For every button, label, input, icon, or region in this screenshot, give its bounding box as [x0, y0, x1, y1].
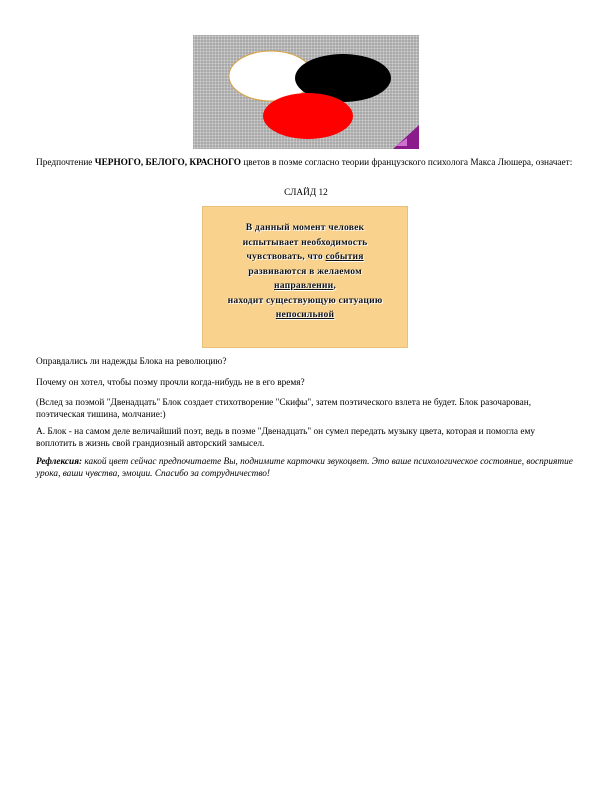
- slide-line-5: [209, 279, 401, 294]
- slide-line-2: испытывает необходимость: [242, 236, 368, 248]
- ellipses-drawing: [193, 35, 419, 149]
- slide-label: СЛАЙД 12: [284, 188, 328, 198]
- slide-line-1: В данный момент человек: [245, 222, 365, 233]
- slide-line-3-b: события: [325, 251, 364, 262]
- color-ellipses-image: [193, 35, 419, 149]
- reflection-text: какой цвет сейчас предпочитаете Вы, поднимите карточки звукоцвет. Это ваше психологическое состояние, восприятие урока, ваши чувства, эмоции. Спасибо за сотрудничество!: [36, 457, 573, 479]
- slide-line-6: находит существующую ситуацию: [227, 294, 383, 306]
- question-1: Оправдались ли надежды Блока на революцию?: [36, 357, 227, 367]
- blok-paragraph: А. Блок - на самом деле величайший поэт, ведь в поэме "Двенадцать" он сумел передать музыку цвета, которая и помогла ему воплотить в жизнь свой грандиозный авторский замысел.: [36, 427, 536, 449]
- preference-colors: ЧЕРНОГО, БЕЛОГО, КРАСНОГО: [94, 158, 241, 168]
- question-2: Почему он хотел, чтобы поэму прочли когда-нибудь не в его время?: [36, 378, 305, 388]
- slide-line-7: непосильной: [275, 309, 335, 320]
- slide-12-box: [202, 206, 408, 348]
- reflection-label: Рефлексия:: [36, 457, 83, 467]
- slide-line-3: [209, 250, 401, 265]
- slide-line-5-a: направлении: [274, 280, 334, 291]
- slide-line-4: развиваются в желаемом: [248, 265, 362, 277]
- preference-paragraph: [36, 157, 576, 169]
- slide-text: [209, 221, 401, 323]
- skify-paragraph: (Вслед за поэмой "Двенадцать" Блок создает стихотворение "Скифы", затем поэтического взлета не будет. Блок разочарован, поэтическая тишина, молчание:): [36, 398, 532, 420]
- red-ellipse: [263, 93, 353, 139]
- slide-line-3-a: чувствовать, что: [246, 251, 326, 262]
- preference-rest: цветов в поэме согласно теории французского психолога Макса Люшера, означает:: [241, 158, 573, 168]
- preference-intro: Предпочтение: [36, 158, 95, 168]
- slide-line-5-b: ,: [333, 280, 336, 291]
- reflection-paragraph: [36, 456, 576, 480]
